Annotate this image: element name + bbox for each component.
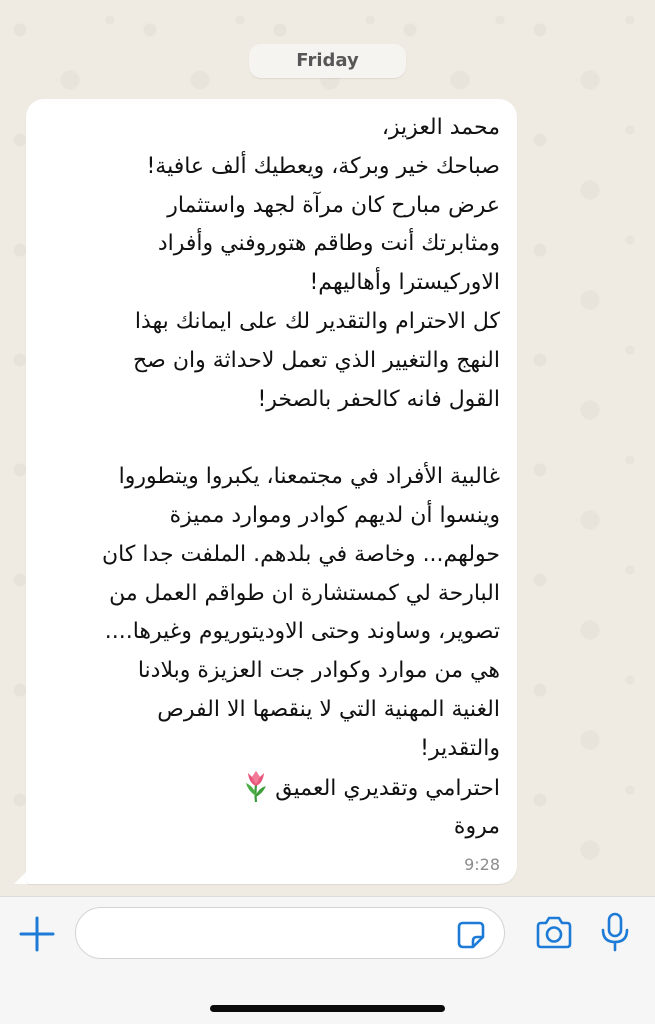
message-line: محمد العزيز،	[381, 115, 500, 140]
message-line: البارحة لي كمستشارة ان طواقم العمل من	[109, 580, 500, 606]
home-indicator[interactable]	[210, 1005, 445, 1012]
camera-button[interactable]	[534, 915, 574, 951]
message-line: الاوركيسترا وأهاليهم!	[309, 270, 500, 296]
attach-button[interactable]	[18, 915, 56, 953]
message-line: القول فانه كالحفر بالصخر!	[257, 386, 500, 412]
message-line: ومثابرتك أنت وطاقم هتوروفني وأفراد	[157, 231, 500, 257]
plus-icon	[18, 941, 56, 956]
closing-line: احترامي وتقديري العميق	[275, 775, 500, 801]
message-line: كل الاحترام والتقدير لك على ايمانك بهذا	[134, 308, 500, 334]
message-bubble[interactable]	[26, 99, 517, 884]
message-input[interactable]	[75, 907, 505, 959]
sticker-icon	[455, 939, 487, 954]
message-line: تصوير، وساوند وحتى الاوديتوريوم وغيرها....	[104, 619, 500, 645]
tulip-icon	[243, 769, 269, 803]
message-line: غالبية الأفراد في مجتمعنا، يكبروا ويتطوروا	[118, 464, 500, 490]
date-separator: Friday	[249, 44, 406, 78]
message-line: هي من موارد وكوادر جت العزيزة وبلادنا	[137, 658, 500, 684]
message-line: الغنية المهنية التي لا ينقصها الا الفرص	[157, 696, 500, 722]
message-line: عرض مبارح كان مرآة لجهد واستثمار	[167, 192, 500, 218]
message-line: صباحك خير وبركة، ويعطيك ألف عافية!	[146, 153, 500, 179]
message-line: وينسوا أن لديهم كوادر وموارد مميزة	[169, 502, 500, 528]
message-line: النهج والتغيير الذي تعمل لاحداثة وان صح	[132, 347, 500, 373]
signature: مروة	[453, 814, 500, 840]
message-text	[30, 109, 500, 847]
camera-icon	[534, 939, 574, 954]
microphone-button[interactable]	[598, 911, 632, 953]
sticker-button[interactable]	[455, 919, 487, 951]
message-line: حولهم... وخاصة في بلدهم. الملفت جدا كان	[102, 541, 500, 567]
message-time: 9:28	[464, 855, 500, 874]
microphone-icon	[598, 941, 632, 956]
message-line: والتقدير!	[420, 735, 500, 761]
